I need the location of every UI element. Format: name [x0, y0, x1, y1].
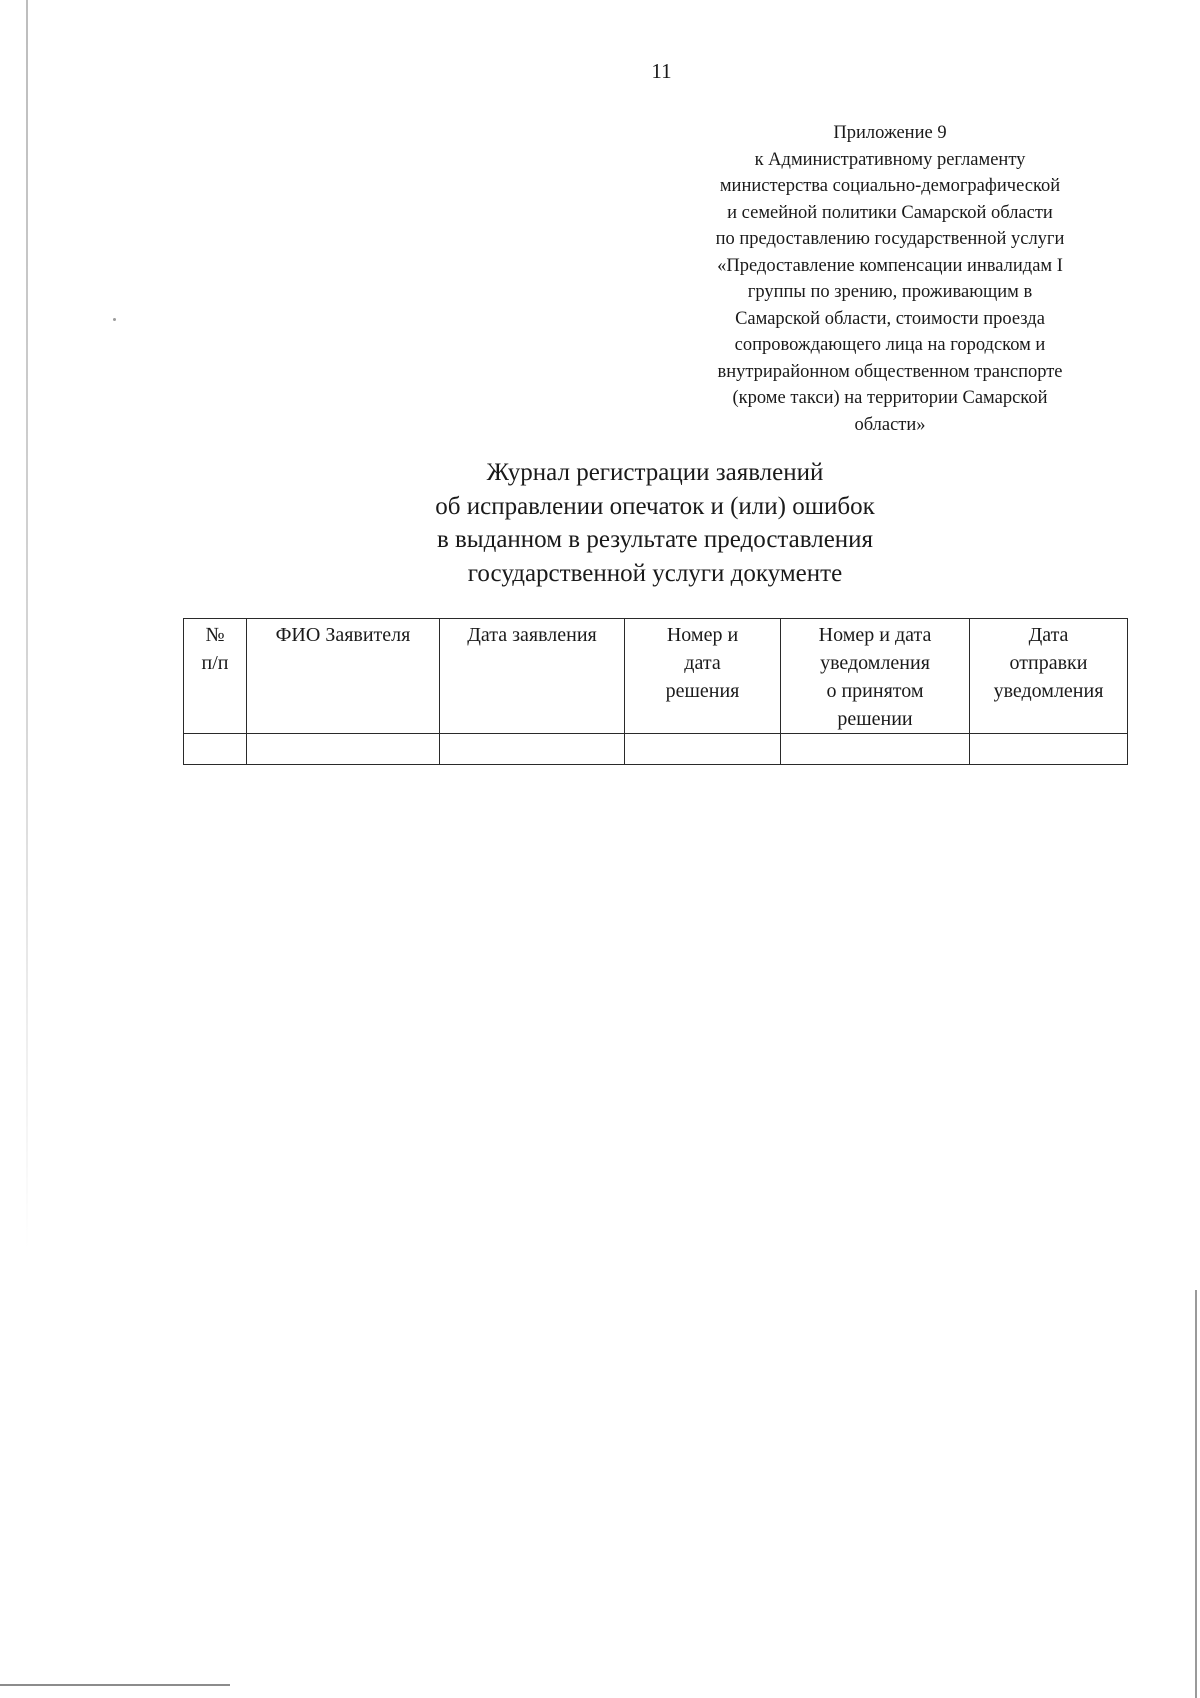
table-header-row: [184, 619, 1128, 734]
register-table: [183, 618, 1128, 765]
header-line: №: [205, 624, 225, 646]
header-line: Дата: [1028, 624, 1069, 646]
table-cell: [184, 734, 247, 765]
header-line: решении: [837, 708, 913, 730]
appendix-line: к Административному регламенту: [754, 149, 1026, 170]
appendix-line: группы по зрению, проживающим в: [747, 282, 1033, 302]
journal-title-line: в выданном в результате предоставления: [436, 526, 874, 553]
table-cell: [440, 734, 625, 765]
scan-edge-left: [26, 0, 28, 1250]
header-line: уведомления: [820, 652, 930, 674]
header-line: дата: [684, 652, 721, 674]
scan-speck: [113, 318, 116, 321]
appendix-block: [660, 120, 1120, 438]
journal-title-line: об исправлении опечаток и (или) ошибок: [435, 492, 875, 520]
journal-title-line: государственной услуги документе: [467, 559, 843, 587]
header-application-date: [440, 619, 625, 734]
appendix-line: сопровождающего лица на городском и: [734, 335, 1046, 355]
header-sending-date: [970, 619, 1128, 734]
appendix-line: «Предоставление компенсации инвалидам I: [717, 255, 1063, 276]
scan-edge-bottom: [0, 1684, 230, 1686]
appendix-line: Самарской области, стоимости проезда: [735, 308, 1045, 329]
appendix-line: по предоставлению государственной услуги: [715, 229, 1065, 249]
appendix-line: внутрирайонном общественном транспорте: [717, 361, 1063, 382]
header-line: о принятом: [826, 680, 924, 702]
header-line: Номер и дата: [818, 624, 932, 646]
scan-edge-right: [1195, 1290, 1197, 1698]
appendix-line: области»: [854, 414, 926, 435]
table-cell: [247, 734, 440, 765]
table-cell: [781, 734, 970, 765]
header-notification: [781, 619, 970, 734]
header-line: решения: [665, 680, 740, 702]
header-line: уведомления: [993, 680, 1104, 702]
header-line: отправки: [1009, 652, 1088, 674]
journal-title-line: Журнал регистрации заявлений: [486, 459, 824, 486]
header-line: п/п: [201, 652, 229, 674]
appendix-line: (кроме такси) на территории Самарской: [732, 388, 1048, 408]
header-line: Дата заявления: [467, 624, 597, 646]
header-decision: [625, 619, 781, 734]
appendix-line: Приложение 9: [833, 123, 947, 143]
header-applicant-name: [247, 619, 440, 734]
appendix-line: министерства социально-демографической: [719, 176, 1061, 196]
appendix-line: и семейной политики Самарской области: [727, 202, 1053, 223]
header-line: Номер и: [666, 624, 739, 646]
page-number: 11: [651, 59, 672, 83]
journal-title: [305, 456, 1005, 590]
table-row: [184, 734, 1128, 765]
table-cell: [625, 734, 781, 765]
table-cell: [970, 734, 1128, 765]
header-number: [184, 619, 247, 734]
header-line: ФИО Заявителя: [275, 624, 411, 646]
